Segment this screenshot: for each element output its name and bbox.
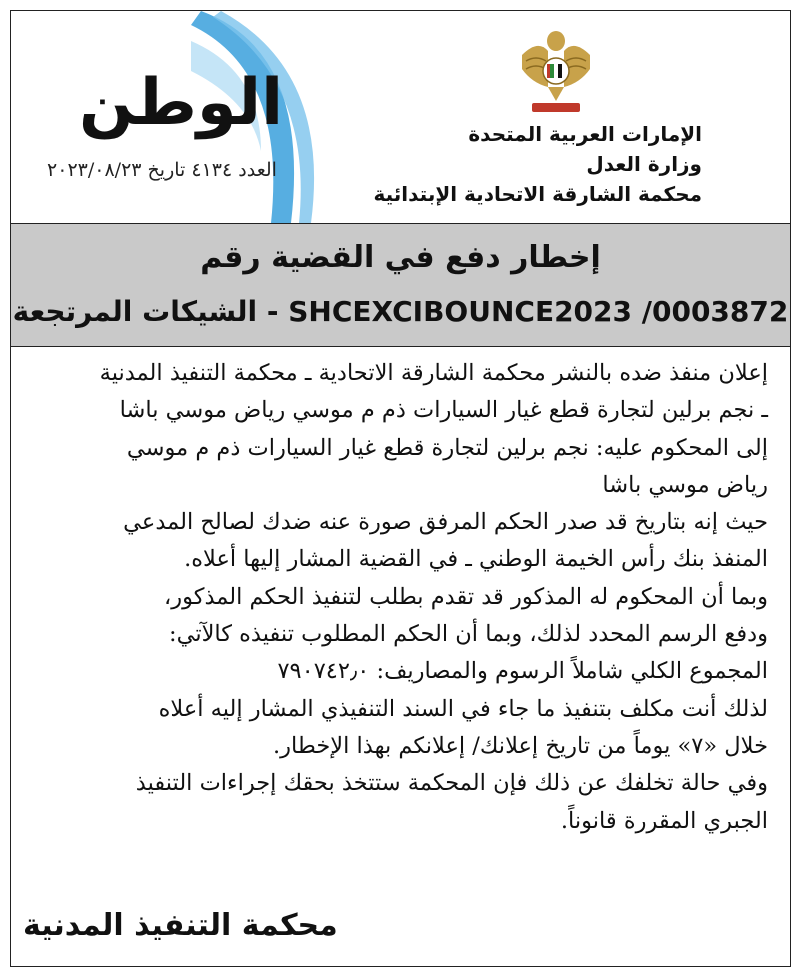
issue-date-line: العدد ٤١٣٤ تاريخ ٢٠٢٣/٠٨/٢٣ (47, 159, 277, 181)
ministry-name: وزارة العدل (586, 152, 702, 176)
issuing-authority (373, 119, 702, 209)
body-line: ودفع الرسم المحدد لذلك، وبما أن الحكم المطلوب تنفيذه كالآتي: (169, 621, 768, 648)
case-number-title: SHCEXCIBOUNCE2023 /0003872 - الشيكات المرتجعة (12, 295, 789, 328)
body-line: حيث إنه بتاريخ قد صدر الحكم المرفق صورة عنه ضدك لصالح المدعي (123, 509, 768, 536)
notice-body (28, 355, 768, 840)
signature-court: محكمة التنفيذ المدنية (23, 908, 338, 943)
notice-header (11, 11, 790, 223)
notice-frame (10, 10, 791, 967)
body-line: إعلان منفذ ضده بالنشر محكمة الشارقة الاتحادية ـ محكمة التنفيذ المدنية (99, 360, 768, 386)
body-line: وبما أن المحكوم له المذكور قد تقدم بطلب لتنفيذ الحكم المذكور، (164, 583, 768, 610)
body-line-total-amount: المجموع الكلي شاملاً الرسوم والمصاريف: ٧٩٠٧٤٢٫٠ (277, 658, 768, 685)
body-line: وفي حالة تخلفك عن ذلك فإن المحكمة ستتخذ بحقك إجراءات التنفيذ (135, 770, 768, 797)
uae-emblem-icon (518, 25, 594, 115)
body-line: المنفذ بنك رأس الخيمة الوطني ـ في القضية المشار إليها أعلاه. (184, 546, 768, 573)
notice-title-band (11, 223, 790, 347)
newspaper-name: الوطن (79, 66, 283, 140)
body-line: الجبري المقررة قانوناً. (560, 807, 768, 834)
notice-title: إخطار دفع في القضية رقم (200, 240, 601, 275)
body-line: إلى المحكوم عليه: نجم برلين لتجارة قطع غيار السيارات ذم م موسي (126, 434, 768, 461)
court-name: محكمة الشارقة الاتحادية الإبتدائية (373, 182, 702, 206)
body-line: رياض موسي باشا (602, 471, 768, 498)
body-line: خلال «٧» يوماً من تاريخ إعلانك/ إعلانكم بهذا الإخطار. (273, 732, 768, 759)
body-line: لذلك أنت مكلف بتنفيذ ما جاء في السند التنفيذي المشار إليه أعلاه (158, 695, 768, 722)
body-line: ـ نجم برلين لتجارة قطع غيار السيارات ذم م موسي رياض موسي باشا (119, 397, 768, 424)
country-name: الإمارات العربية المتحدة (468, 122, 702, 146)
